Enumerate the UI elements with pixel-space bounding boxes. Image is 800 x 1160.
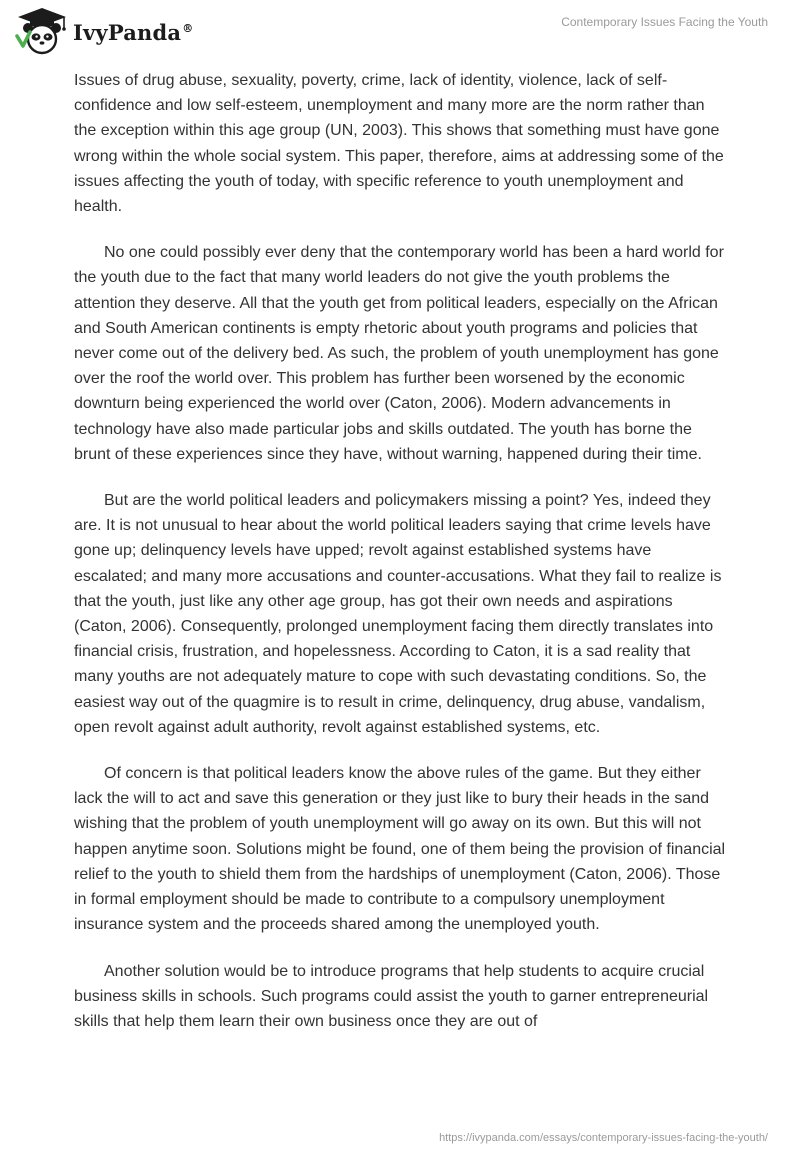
document-title: Contemporary Issues Facing the Youth — [561, 15, 768, 29]
page-header — [0, 0, 800, 60]
source-url-link[interactable]: https://ivypanda.com/essays/contemporary-issues-facing-the-youth/ — [439, 1132, 768, 1144]
registered-mark: ® — [182, 21, 194, 35]
ivypanda-logo[interactable] — [14, 6, 193, 56]
paragraph-4: Of concern is that political leaders know the above rules of the game. But they either lack the will to act and save this generation or they just like to bury their heads in the sand wishing that the problem of youth unemployment will go away on its own. But this will not happen anytime soon. Solutions might be found, one of them being the provision of financial relief to the youth to shield them from the hardships of unemployment (Caton, 2006). Those in formal employment should be made to contribute to a compulsory unemployment insurance system and the proceeds shared among the unemployed youth. — [74, 765, 726, 934]
paragraph-1: Issues of drug abuse, sexuality, poverty, crime, lack of identity, violence, lack of self-confidence and low self-esteem, unemployment and many more are the norm rather than the exception within this age group (UN, 2003). This shows that something must have gone wrong within the whole social system. This paper, therefore, aims at addressing some of the issues affecting the youth of today, with specific reference to youth unemployment and health. — [74, 72, 724, 216]
brand-name-text: IvyPanda — [73, 19, 182, 45]
paragraph-2: No one could possibly ever deny that the contemporary world has been a hard world for the youth due to the fact that many world leaders do not give the youth problems the attention they deserve. All that the youth get from political leaders, especially on the African and South American continents is empty rhetoric about youth programs and policies that never come out of the delivery bed. As such, the problem of youth unemployment has gone over the roof the world over. This problem has further been worsened by the economic downturn being experienced the world over (Caton, 2006). Modern advancements in technology have also made particular jobs and skills outdated. The youth has borne the brunt of these experiences since they have, without warning, happened during their time. — [74, 244, 724, 463]
paragraph-3: But are the world political leaders and policymakers missing a point? Yes, indeed they are. It is not unusual to hear about the world political leaders saying that crime levels have gone up; delinquency levels have upped; revolt against established systems have escalated; and many more accusations and counter-accusations. What they fail to realize is that the youth, just like any other age group, has got their own needs and aspirations (Caton, 2006). Consequently, prolonged unemployment facing them directly translates into financial crisis, frustration, and hopelessness. According to Caton, it is a sad reality that many youths are not adequately mature to cope with such devastating conditions. So, the easiest way out of the quagmire is to result in crime, delinquency, drug abuse, vandalism, open revolt against adult authority, revolt against established systems, etc. — [74, 492, 722, 736]
paragraph-5: Another solution would be to introduce programs that help students to acquire crucial business skills in schools. Such programs could assist the youth to garner entrepreneurial skills that help them learn their own business once they are out of — [74, 962, 709, 1030]
panda-graduate-icon — [14, 6, 70, 56]
essay-body — [74, 68, 726, 1055]
brand-name — [73, 20, 193, 45]
